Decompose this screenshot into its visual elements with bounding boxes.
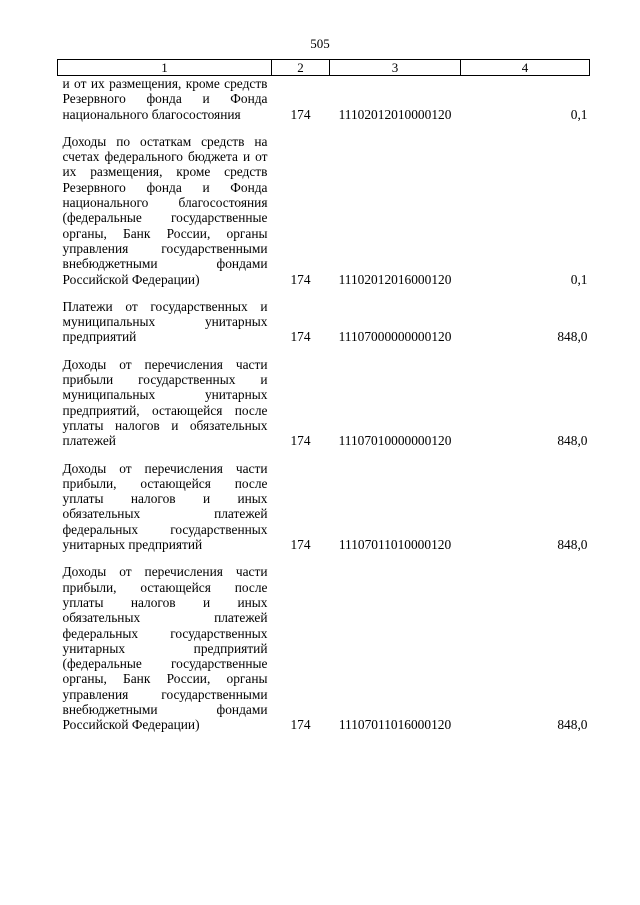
row-budget-code: 11107010000000120 (338, 433, 452, 449)
row-budget-code: 11102012016000120 (338, 271, 452, 287)
row-spacer (58, 345, 590, 357)
row-name: Доходы от перечисления части прибыли, остающейся после уплаты налогов и иных обязательных платежей федеральных государственных унитарных предприятий (62, 460, 268, 553)
row-amount: 0,1 (570, 271, 588, 287)
row-amount: 848,0 (557, 537, 588, 553)
header-row (58, 60, 590, 76)
row-budget-code: 11107000000000120 (338, 329, 452, 345)
table-row (58, 76, 590, 122)
row-name: Доходы от перечисления части прибыли, остающейся после уплаты налогов и иных обязательных платежей федеральных государственных унитарных предприятий (федеральные государственные органы, Банк России, органы управления государственными внебюджетными фондами Российской Федерации) (62, 564, 268, 733)
table-row (58, 134, 590, 287)
row-name: Доходы от перечисления части прибыли государственных и муниципальных унитарных предприятий, остающейся после уплаты налогов и обязательных платежей (62, 356, 268, 449)
row-budget-code: 11107011010000120 (338, 537, 452, 553)
row-budget-code: 11107011016000120 (338, 717, 452, 733)
table-row (58, 299, 590, 345)
table-row (58, 357, 590, 449)
table-row (58, 564, 590, 732)
row-name: Доходы по остаткам средств на счетах федерального бюджета и от их размещения, кроме средств Резервного фонда и Фонда национального благосостояния (федеральные государственные органы, Банк России, органы управления государственными внебюджетными фондами Российской Федерации) (62, 133, 268, 287)
row-name: и от их размещения, кроме средств Резервного фонда и Фонда национального благосостояния (62, 76, 268, 122)
header-col-2: 2 (272, 60, 330, 76)
row-amount: 848,0 (557, 329, 588, 345)
page-number: 505 (310, 36, 330, 51)
row-admin-code: 174 (290, 717, 311, 733)
row-spacer (58, 552, 590, 564)
row-amount: 848,0 (557, 433, 588, 449)
header-col-1: 1 (58, 60, 272, 76)
row-admin-code: 174 (290, 433, 311, 449)
row-admin-code: 174 (290, 271, 311, 287)
header-col-3: 3 (330, 60, 461, 76)
table-header (58, 60, 590, 76)
header-col-4: 4 (461, 60, 590, 76)
table-body (58, 76, 590, 733)
row-admin-code: 174 (290, 106, 311, 122)
revenue-table (57, 59, 590, 733)
row-spacer (58, 122, 590, 134)
row-admin-code: 174 (290, 537, 311, 553)
table-row (58, 461, 590, 553)
row-admin-code: 174 (290, 329, 311, 345)
row-amount: 848,0 (557, 717, 588, 733)
row-spacer (58, 449, 590, 461)
row-budget-code: 11102012010000120 (338, 106, 452, 122)
row-name: Платежи от государственных и муниципальных унитарных предприятий (62, 298, 268, 345)
row-amount: 0,1 (570, 106, 588, 122)
row-spacer (58, 287, 590, 299)
